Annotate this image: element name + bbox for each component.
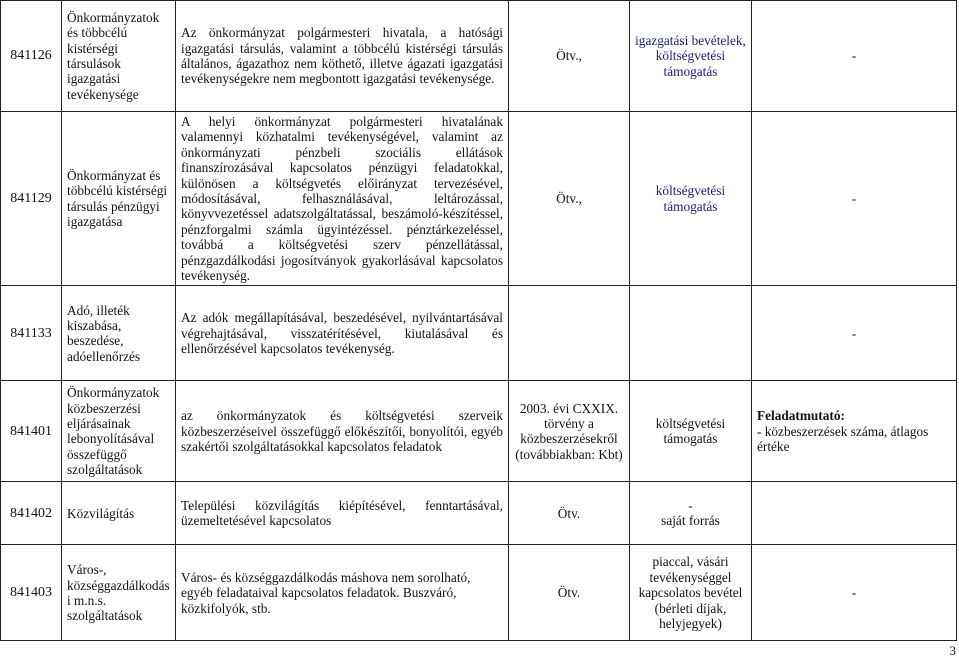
financing-text: saját forrás xyxy=(661,513,720,529)
row-code: 841401 xyxy=(1,381,62,482)
row-indicator: - xyxy=(752,286,957,381)
row-indicator xyxy=(752,482,957,545)
table-row xyxy=(1,381,957,482)
table-row xyxy=(1,482,957,545)
indicator-title: Feladatmutató: xyxy=(757,408,845,424)
table-row xyxy=(1,545,957,641)
row-code: 841126 xyxy=(1,1,62,112)
table-row xyxy=(1,286,957,381)
row-name: Közvilágítás xyxy=(62,482,176,545)
page-number: 3 xyxy=(949,643,956,658)
row-law: Ötv. xyxy=(509,545,630,641)
row-code: 841402 xyxy=(1,482,62,545)
table-row xyxy=(1,112,957,286)
row-name: Önkormányzatok közbeszerzési eljárásainak lebonyolításával összefüggő szolgáltatások xyxy=(62,381,176,482)
row-indicator: - xyxy=(752,545,957,641)
row-name: Város-, községgazdálkodás i m.n.s. szolgáltatások xyxy=(62,545,176,641)
row-description: az önkormányzatok és költségvetési szerveik közbeszerzéseivel összefüggő előkészítői, bonyolítói, egyéb szakértői szolgáltatásokkal kapcsolatos feladatok xyxy=(176,381,509,482)
row-financing: költségvetési támogatás xyxy=(630,112,752,286)
row-financing xyxy=(630,286,752,381)
row-financing: piaccal, vásári tevékenységgel kapcsolatos bevétel (bérleti díjak, helyjegyek) xyxy=(630,545,752,641)
row-name: Adó, illeték kiszabása, beszedése, adóellenőrzés xyxy=(62,286,176,381)
row-law: 2003. évi CXXIX. törvény a közbeszerzésekről (továbbiakban: Kbt) xyxy=(509,381,630,482)
row-name: Önkormányzat és többcélú kistérségi társulás pénzügyi igazgatása xyxy=(62,112,176,286)
row-code: 841133 xyxy=(1,286,62,381)
row-law: Ötv. xyxy=(509,482,630,545)
row-financing: igazgatási bevételek, költségvetési támogatás xyxy=(630,1,752,112)
row-description: Az adók megállapításával, beszedésével, nyilvántartásával végrehajtásával, visszatérítésével, kiutalásával és ellenőrzésével kapcsolatos tevékenység. xyxy=(176,286,509,381)
row-indicator: - xyxy=(752,1,957,112)
row-description: Város- és községgazdálkodás máshova nem sorolható, egyéb feladataival kapcsolatos feladatok. Buszváró, közkifolyók, stb. xyxy=(176,545,509,641)
row-financing xyxy=(630,482,752,545)
row-indicator xyxy=(752,381,957,482)
indicator-text: - közbeszerzések száma, átlagos értéke xyxy=(757,423,929,455)
row-law: Ötv., xyxy=(509,1,630,112)
row-description: A helyi önkormányzat polgármesteri hivatalának valamennyi közhatalmi tevékenységével, valamint az önkormányzati pénzbeli szociális ellátások finanszírozásával kapcsolatos pénzügyi feladatokkal, különösen a költségvetés előirányzat tervezésével, módosításával, felhasználásával, leltározással, könyvvezetéssel adatszolgáltatással, beszámoló-készítéssel, pénzforgalmi számla ügyintézéssel. pénztárkezeléssel, továbbá a költségvetési szerv pénzellátással, pénzgazdálkodási jogosítványok gyakorlásával kapcsolatos tevékenység. xyxy=(176,112,509,286)
row-code: 841129 xyxy=(1,112,62,286)
table-row xyxy=(1,1,957,112)
row-code: 841403 xyxy=(1,545,62,641)
row-law: Ötv., xyxy=(509,112,630,286)
financing-dash: - xyxy=(688,498,693,514)
row-financing: költségvetési támogatás xyxy=(630,381,752,482)
row-law xyxy=(509,286,630,381)
row-description: Az önkormányzat polgármesteri hivatala, a hatósági igazgatási társulás, valamint a többcélú kistérségi társulás általános, ágazathoz nem köthető, illetve ágazati igazgatási tevékenységekre nem megbontott igazgatási tevékenysége. xyxy=(176,1,509,112)
row-indicator: - xyxy=(752,112,957,286)
row-name: Önkormányzatok és többcélú kistérségi társulások igazgatási tevékenysége xyxy=(62,1,176,112)
row-description: Települési közvilágítás kiépítésével, fenntartásával, üzemeltetésével kapcsolatos xyxy=(176,482,509,545)
